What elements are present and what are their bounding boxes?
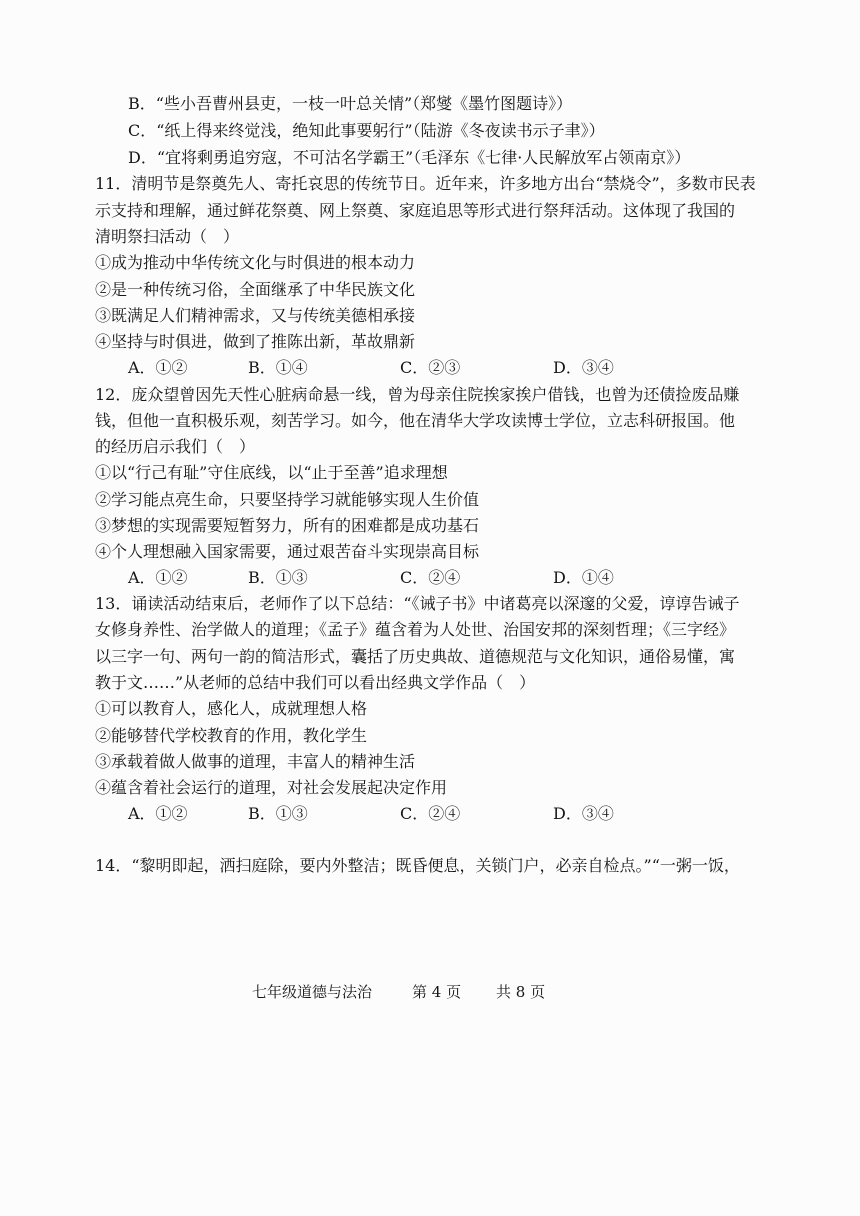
q13-item-2: ②能够替代学校教育的作用，教化学生 <box>95 726 368 745</box>
q12-option-a: A．①② <box>128 568 188 587</box>
q13-item-4: ④蕴含着社会运行的道理，对社会发展起决定作用 <box>95 778 448 797</box>
q11-stem-line-1: 11．清明节是祭奠先人、寄托哀思的传统节日。近年来，许多地方出台“禁烧令”，多数市民表 <box>95 174 756 193</box>
q13-item-3: ③承载着做人做事的道理，丰富人的精神生活 <box>95 752 416 771</box>
q11-option-c: C．②③ <box>400 358 461 377</box>
prev-option-d: D．“宜将剩勇追穷寇，不可沽名学霸王”（毛泽东《七律·人民解放军占领南京》） <box>128 148 691 167</box>
q13-item-1: ①可以教育人，感化人，成就理想人格 <box>95 699 368 718</box>
q11-option-b: B．①④ <box>248 358 308 377</box>
prev-option-b: B．“些小吾曹州县吏，一枝一叶总关情”（郑燮《墨竹图题诗》） <box>128 94 573 113</box>
q13-option-b: B．①③ <box>248 804 308 823</box>
q12-option-d: D．①④ <box>553 568 614 587</box>
q13-stem-line-3: 以三字一句、两句一韵的简洁形式，囊括了历史典故、道德规范与文化知识，通俗易懂，寓 <box>95 647 736 666</box>
q13-option-c: C．②④ <box>400 804 461 823</box>
footer-page-number: 第 4 页 <box>412 983 462 1001</box>
q12-stem-line-3: 的经历启示我们（ ） <box>95 437 256 456</box>
q12-item-1: ①以“行己有耻”守住底线，以“止于至善”追求理想 <box>95 463 448 482</box>
footer-subject: 七年级道德与法治 <box>252 983 373 1001</box>
q11-option-a: A．①② <box>128 358 188 377</box>
q12-item-2: ②学习能点亮生命，只要坚持学习就能够实现人生价值 <box>95 490 480 509</box>
q12-stem-line-2: 钱，但他一直积极乐观，刻苦学习。如今，他在清华大学攻读博士学位，立志科研报国。他 <box>95 411 736 430</box>
q11-stem-line-2: 示支持和理解，通过鲜花祭奠、网上祭奠、家庭追思等形式进行祭拜活动。这体现了我国的 <box>95 201 736 220</box>
footer-total-pages: 共 8 页 <box>496 983 546 1001</box>
q13-stem-line-4: 教于文……”从老师的总结中我们可以看出经典文学作品（ ） <box>95 673 536 692</box>
q11-stem-line-3: 清明祭扫活动（ ） <box>95 227 240 246</box>
q11-option-d: D．③④ <box>553 358 614 377</box>
q12-option-c: C．②④ <box>400 568 461 587</box>
q11-item-1: ①成为推动中华传统文化与时俱进的根本动力 <box>95 253 416 272</box>
q13-option-d: D．③④ <box>553 804 614 823</box>
q11-item-2: ②是一种传统习俗，全面继承了中华民族文化 <box>95 280 416 299</box>
q12-item-3: ③梦想的实现需要短暂努力，所有的困难都是成功基石 <box>95 516 480 535</box>
q13-option-a: A．①② <box>128 804 188 823</box>
q13-stem-line-2: 女修身养性、治学做人的道理；《孟子》蕴含着为人处世、治国安邦的深刻哲理；《三字经》 <box>95 620 736 639</box>
q12-item-4: ④个人理想融入国家需要，通过艰苦奋斗实现崇高目标 <box>95 542 480 561</box>
q14-stem-line-1: 14．“黎明即起，洒扫庭除，要内外整洁；既昏便息，关锁门户，必亲自检点。”“一粥一饭， <box>95 856 740 875</box>
q13-stem-line-1: 13．诵读活动结束后，老师作了以下总结：“《诫子书》中诸葛亮以深邃的父爱，谆谆告诫子 <box>95 594 740 613</box>
q12-stem-line-1: 12．庞众望曾因先天性心脏病命悬一线，曾为母亲住院挨家挨户借钱，也曾为还债捡废品赚 <box>95 385 740 404</box>
prev-option-c: C．“纸上得来终觉浅，绝知此事要躬行”（陆游《冬夜读书示子聿》） <box>128 121 605 140</box>
q12-option-b: B．①③ <box>248 568 308 587</box>
q11-item-3: ③既满足人们精神需求，又与传统美德相承接 <box>95 306 416 325</box>
q11-item-4: ④坚持与时俱进，做到了推陈出新，革故鼎新 <box>95 332 416 351</box>
